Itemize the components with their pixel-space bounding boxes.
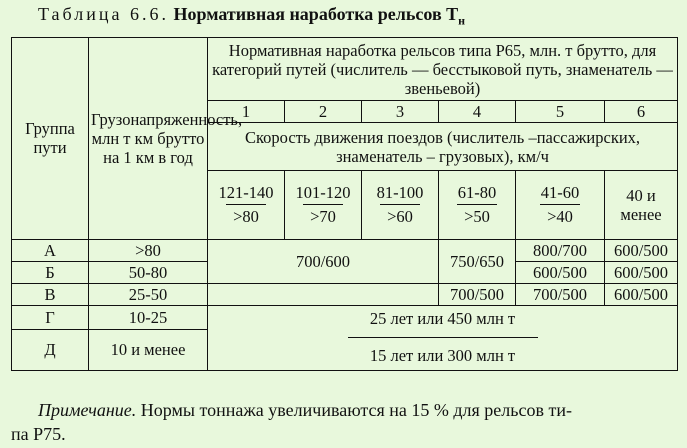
speed-2-den: >70 bbox=[310, 206, 336, 226]
speed-cat-4 bbox=[439, 171, 516, 239]
category-5: 5 bbox=[516, 101, 605, 123]
caption-title: Нормативная наработка рельсов Т bbox=[173, 4, 459, 24]
speed-5-num: 41-60 bbox=[540, 182, 580, 202]
value-gd-num: 25 лет или 450 млн т bbox=[369, 309, 516, 329]
header-group: Группа пути bbox=[12, 38, 89, 240]
value-v-cat5: 700/500 bbox=[516, 283, 605, 305]
table-note bbox=[11, 398, 678, 444]
value-v-cat6: 600/500 bbox=[605, 283, 678, 305]
value-gd bbox=[208, 305, 678, 370]
speed-2-num: 101-120 bbox=[295, 182, 351, 202]
value-v-cat4: 700/500 bbox=[439, 283, 516, 305]
value-a-cat6: 600/500 bbox=[605, 239, 678, 261]
speed-cat-6: 40 и менее bbox=[605, 171, 678, 239]
row-b-group: Б bbox=[12, 261, 89, 283]
row-d-load: 10 и менее bbox=[89, 329, 208, 370]
speed-cat-2 bbox=[285, 171, 362, 239]
row-g-group: Г bbox=[12, 305, 89, 329]
row-a-group: А bbox=[12, 239, 89, 261]
speed-3-num: 81-100 bbox=[376, 182, 424, 202]
value-b-cat5: 600/500 bbox=[516, 261, 605, 283]
speed-cat-5 bbox=[516, 171, 605, 239]
value-cat1-3-ab: 700/600 bbox=[208, 239, 439, 283]
caption-subscript: н bbox=[458, 13, 466, 28]
category-6: 6 bbox=[605, 101, 678, 123]
row-v-load: 25-50 bbox=[89, 283, 208, 305]
value-gd-den: 15 лет или 300 млн т bbox=[369, 346, 516, 366]
value-a-cat5: 800/700 bbox=[516, 239, 605, 261]
row-d-group: Д bbox=[12, 329, 89, 370]
table-caption bbox=[38, 4, 465, 29]
category-2: 2 bbox=[285, 101, 362, 123]
speed-3-den: >60 bbox=[387, 206, 413, 226]
category-4: 4 bbox=[439, 101, 516, 123]
category-3: 3 bbox=[362, 101, 439, 123]
row-v-group: В bbox=[12, 283, 89, 305]
row-g-load: 10-25 bbox=[89, 305, 208, 329]
header-load: Грузонапряженность, млн т км брутто на 1 км в год bbox=[89, 38, 208, 240]
speed-4-num: 61-80 bbox=[457, 182, 497, 202]
speed-5-den: >40 bbox=[547, 206, 573, 226]
note-text: Нормы тоннажа увеличиваются на 15 % для рельсов ти- bbox=[140, 400, 572, 420]
note-head: Примечание. bbox=[38, 400, 137, 420]
value-v-cat1-3 bbox=[208, 283, 439, 305]
speed-cat-3 bbox=[362, 171, 439, 239]
row-a-load: >80 bbox=[89, 239, 208, 261]
caption-label: Таблица 6.6. bbox=[38, 4, 169, 24]
speed-1-den: >80 bbox=[233, 206, 259, 226]
note-cont: па Р75. bbox=[11, 424, 66, 444]
category-1: 1 bbox=[208, 101, 285, 123]
speed-1-num: 121-140 bbox=[218, 182, 274, 202]
norm-table bbox=[11, 37, 678, 371]
row-b-load: 50-80 bbox=[89, 261, 208, 283]
value-b-cat6: 600/500 bbox=[605, 261, 678, 283]
speed-cat-1 bbox=[208, 171, 285, 239]
value-cat4-ab: 750/650 bbox=[439, 239, 516, 283]
speed-4-den: >50 bbox=[464, 206, 490, 226]
header-speed: Скорость движения поездов (числитель –пассажирских, знаменатель – грузовых), км/ч bbox=[208, 123, 678, 171]
header-norm: Нормативная наработка рельсов типа Р65, млн. т брутто, для категорий путей (числитель — бесстыковой путь, знаменатель — звеньевой) bbox=[208, 38, 678, 101]
